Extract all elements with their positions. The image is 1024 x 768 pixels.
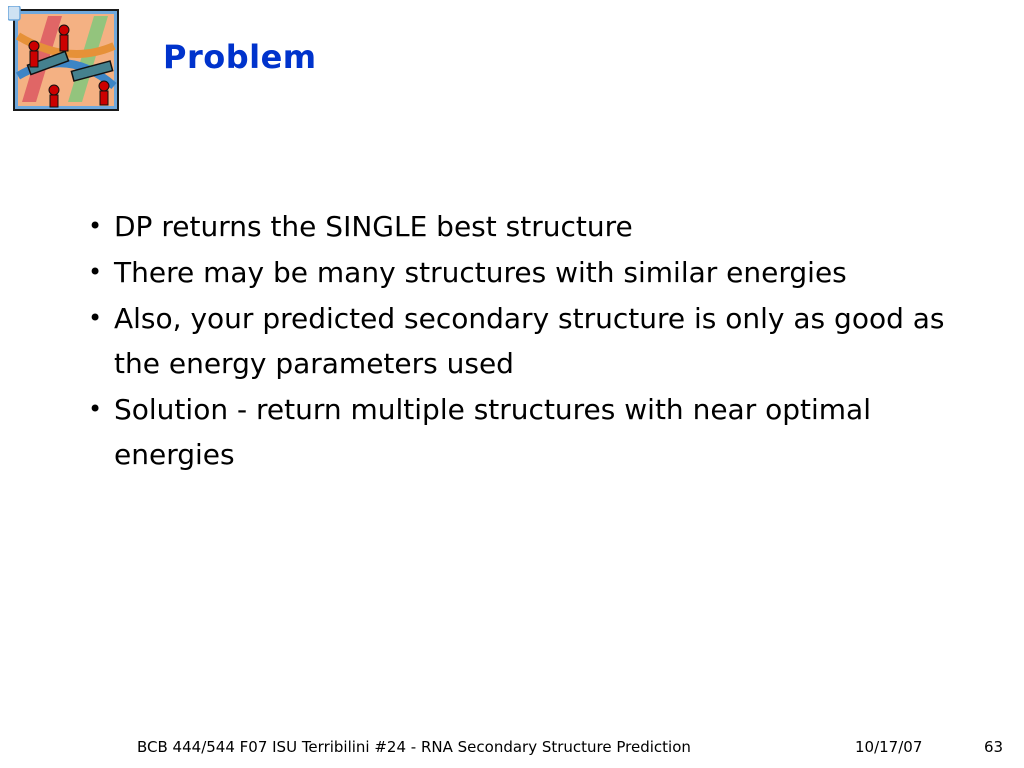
bullet-text: There may be many structures with similar energies: [114, 256, 847, 289]
bullet-text: Solution - return multiple structures with near optimal energies: [114, 393, 871, 471]
slide-title: Problem: [163, 38, 317, 76]
footer-page-number: 63: [984, 738, 1004, 756]
bullet-item: [88, 250, 948, 295]
bullet-glyph: •: [88, 258, 103, 286]
footer-date: 10/17/07: [855, 738, 923, 756]
dna-clipart-logo-icon: [8, 6, 124, 114]
footer-course-text: BCB 444/544 F07 ISU Terribilini #24 - RNA Secondary Structure Prediction: [137, 738, 691, 756]
bullet-item: [88, 296, 948, 386]
bullet-text: DP returns the SINGLE best structure: [114, 210, 633, 243]
bullet-text: Also, your predicted secondary structure is only as good as the energy parameters used: [114, 302, 945, 380]
bullet-glyph: •: [88, 304, 103, 332]
bullet-item: [88, 387, 948, 477]
bullet-list: [88, 204, 948, 478]
bullet-glyph: •: [88, 212, 103, 240]
bullet-item: [88, 204, 948, 249]
bullet-glyph: •: [88, 395, 103, 423]
